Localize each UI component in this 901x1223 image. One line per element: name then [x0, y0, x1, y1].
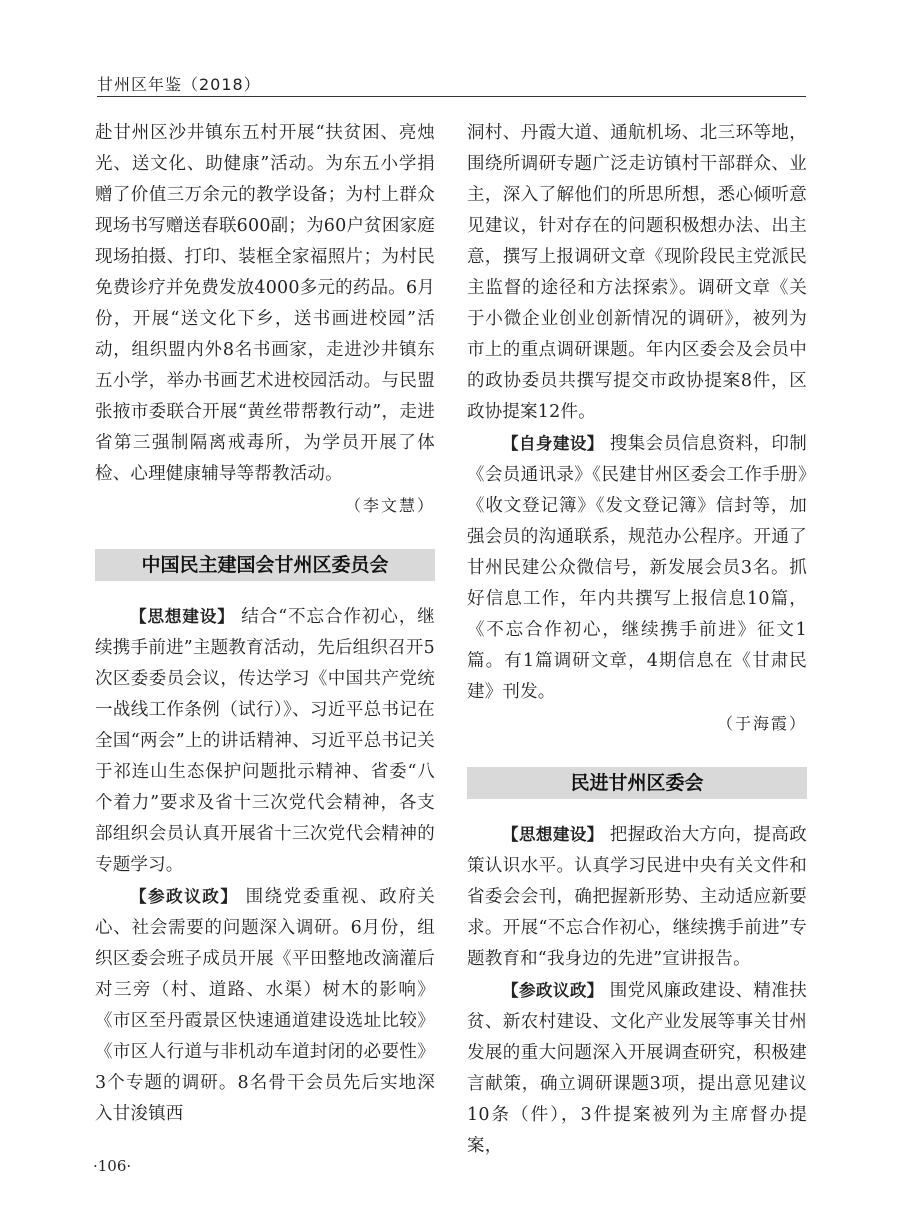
paragraph-ideology [467, 819, 807, 975]
paragraph-text: 围党风廉政建设、精准扶贫、新农村建设、文化产业发展等事关甘州发展的重大问题深入开展调查研究，积极建言献策，确立调研课题3项，提出意见建议10条（件），3件提案被列为主席督办提案， [467, 981, 808, 1156]
paragraph-text: 围绕党委重视、政府关心、社会需要的问题深入调研。6月份，组织区委会班子成员开展《平田整地改滴灌后对三旁（村、道路、水渠）树木的影响》《市区至丹霞景区快速通道建设选址比较》《市区人行道与非机动车道封闭的必要性》3个专题的调研。8名骨干会员先后实地深入甘浚镇西 [95, 887, 436, 1124]
author-signature: （于海霞） [716, 714, 807, 733]
left-column [95, 118, 435, 1130]
paragraph-tag: 【思想建设】 [130, 607, 235, 626]
paragraph-tag: 【参政议政】 [130, 887, 239, 906]
paragraph-tag: 【自身建设】 [502, 434, 604, 453]
page-number: ·106· [93, 1157, 132, 1175]
continued-paragraph: 洞村、丹霞大道、通航机场、北三环等地，围绕所调研专题广泛走访镇村干部群众、业主，深入了解他们的所思所想，悉心倾听意见建议，针对存在的问题积极想办法、出主意，撰写上报调研文章《现阶段民主党派民主监督的途径和方法探索》。调研文章《关于小微企业创业创新情况的调研》，被列为市上的重点调研课题。年内区委会及会员中的政协委员共撰写提交市政协提案8件，区政协提案12件。 [467, 123, 807, 422]
paragraph-tag: 【思想建设】 [502, 825, 604, 844]
section-title: 民进甘州区委会 [467, 767, 807, 799]
paragraph-politics [95, 881, 435, 1130]
paragraph-politics [467, 975, 807, 1162]
intro-paragraph: 赴甘州区沙井镇东五村开展“扶贫困、亮烛光、送文化、助健康”活动。为东五小学捐赠了价值三万余元的教学设备；为村上群众现场书写赠送春联600副；为60户贫困家庭现场拍摄、打印、装框全家福照片；为村民免费诊疗并免费发放4000多元的药品。6月份，开展“送文化下乡，送书画进校园”活动，组织盟内外8名书画家，走进沙井镇东五小学，举办书画艺术进校园活动。与民盟张掖市委联合开展“黄丝带帮教行动”，走进省第三强制隔离戒毒所，为学员开展了体检、心理健康辅导等帮教活动。 [95, 123, 435, 484]
paragraph-tag: 【参政议政】 [502, 981, 604, 1000]
header-title: 甘州区年鉴（2018） [97, 75, 261, 94]
paragraph-ideology [95, 601, 435, 881]
running-header [97, 70, 806, 97]
paragraph-text: 把握政治大方向，提高政策认识水平。认真学习民进中央有关文件和省委会会刊，确把握新形势、主动适应新要求。开展“不忘合作初心，继续携手前进”专题教育和“我身边的先进”宣讲报告。 [467, 825, 808, 969]
paragraph-text: 结合“不忘合作初心，继续携手前进”主题教育活动，先后组织召开5次区委委员会议，传达学习《中国共产党统一战线工作条例（试行）》、习近平总书记在全国“两会”上的讲话精神、习近平总书记关于祁连山生态保护问题批示精神、省委“八个着力”要求及省十三次党代会精神，各支部组织会员认真开展省十三次党代会精神的专题学习。 [95, 607, 436, 875]
right-column [467, 118, 807, 1162]
paragraph-text: 搜集会员信息资料，印制《会员通讯录》《民建甘州区委会工作手册》《收文登记簿》《发文登记簿》信封等，加强会员的沟通联系，规范办公程序。开通了甘州民建公众微信号，新发展会员3名。抓好信息工作，年内共撰写上报信息10篇，《不忘合作初心，继续携手前进》征文1篇。有1篇调研文章，4期信息在《甘肃民建》刊发。 [467, 434, 808, 702]
section-title: 中国民主建国会甘州区委员会 [95, 549, 435, 581]
author-signature: （李文慧） [344, 496, 435, 515]
paragraph-self-building [467, 428, 807, 708]
